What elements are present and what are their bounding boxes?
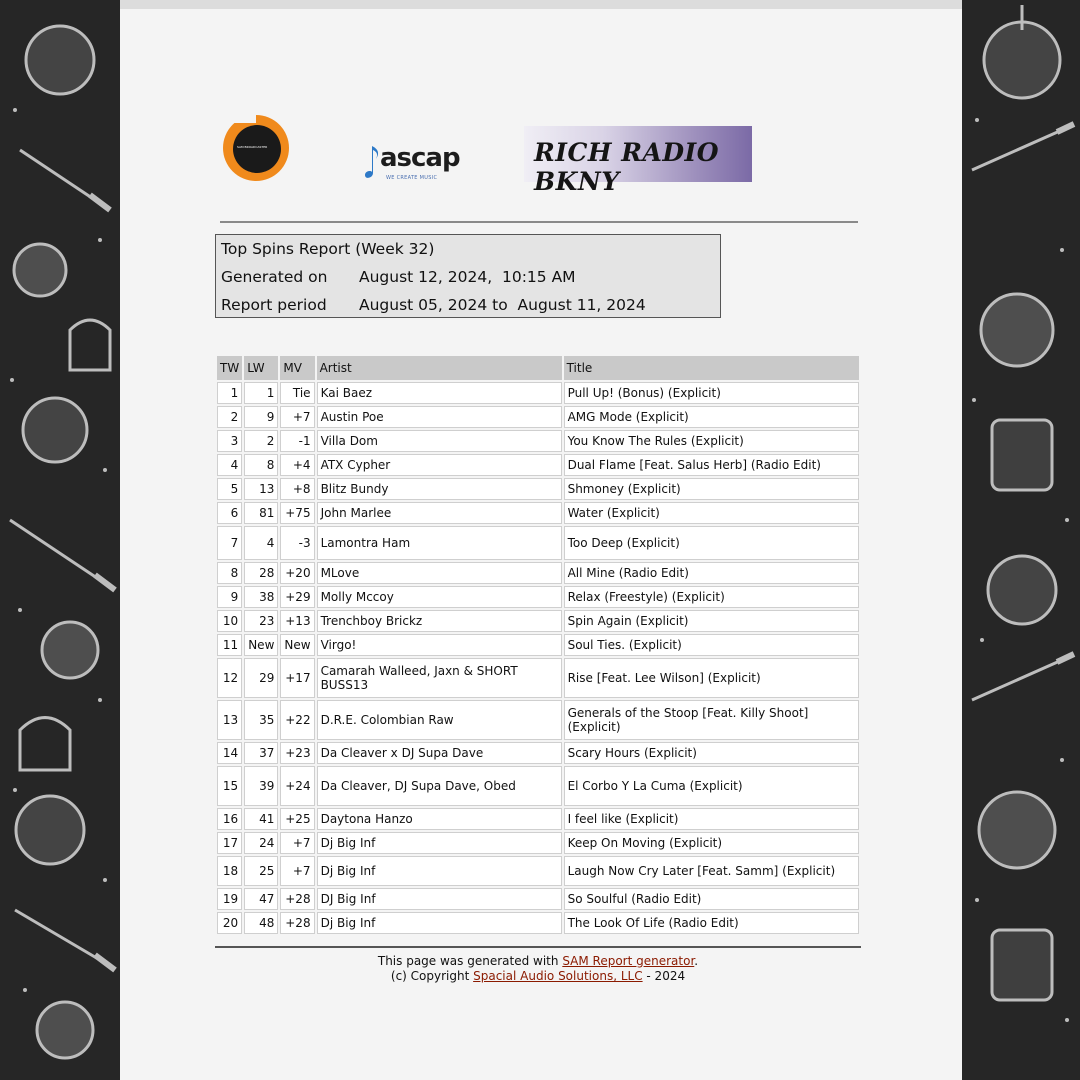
cell-tw: 18 [217, 856, 242, 886]
cell-tw: 9 [217, 586, 242, 608]
cell-title: You Know The Rules (Explicit) [564, 430, 859, 452]
table-row [217, 610, 859, 632]
cell-artist: Camarah Walleed, Jaxn & SHORT BUSS13 [317, 658, 562, 698]
sam-broadcaster-logo [221, 113, 291, 183]
cell-lw: New [244, 634, 278, 656]
cell-tw: 14 [217, 742, 242, 764]
generated-label: Generated on [221, 268, 328, 286]
cell-tw: 2 [217, 406, 242, 428]
table-row [217, 888, 859, 910]
table-row [217, 454, 859, 476]
top-divider [220, 221, 858, 223]
cell-tw: 19 [217, 888, 242, 910]
cell-lw: 28 [244, 562, 278, 584]
left-decorative-border [0, 0, 120, 1080]
cell-tw: 5 [217, 478, 242, 500]
cell-title: Water (Explicit) [564, 502, 859, 524]
cell-title: Spin Again (Explicit) [564, 610, 859, 632]
cell-artist: Molly Mccoy [317, 586, 562, 608]
cell-artist: Austin Poe [317, 406, 562, 428]
cell-mv: +75 [280, 502, 314, 524]
cell-mv: New [280, 634, 314, 656]
cell-artist: Dj Big Inf [317, 856, 562, 886]
cell-artist: Kai Baez [317, 382, 562, 404]
ascap-logo [364, 137, 464, 189]
cell-mv: +7 [280, 832, 314, 854]
cell-lw: 29 [244, 658, 278, 698]
cell-artist: MLove [317, 562, 562, 584]
cell-mv: +8 [280, 478, 314, 500]
kitchen-pattern-right [962, 0, 1080, 1080]
footer-period: . [694, 954, 699, 968]
period-row [221, 296, 646, 314]
table-row [217, 430, 859, 452]
cell-mv: -1 [280, 430, 314, 452]
table-row [217, 406, 859, 428]
table-row [217, 502, 859, 524]
table-row [217, 586, 859, 608]
cell-title: Shmoney (Explicit) [564, 478, 859, 500]
right-decorative-border [962, 0, 1080, 1080]
cell-artist: ATX Cypher [317, 454, 562, 476]
footer-year: - 2024 [642, 969, 686, 983]
cell-title: Too Deep (Explicit) [564, 526, 859, 560]
cell-lw: 24 [244, 832, 278, 854]
cell-mv: +22 [280, 700, 314, 740]
cell-tw: 6 [217, 502, 242, 524]
footer-generated-text: This page was generated with [377, 954, 563, 968]
cell-tw: 12 [217, 658, 242, 698]
cell-artist: Dj Big Inf [317, 912, 562, 934]
table-row [217, 856, 859, 886]
rich-radio-logo-text: RICH RADIO BKNY [534, 138, 720, 196]
generated-value: August 12, 2024, 10:15 AM [359, 268, 576, 286]
cell-title: Laugh Now Cry Later [Feat. Samm] (Explicit) [564, 856, 859, 886]
header-mv: MV [280, 356, 314, 380]
table-row [217, 658, 859, 698]
cell-artist: DJ Big Inf [317, 888, 562, 910]
cell-artist: Blitz Bundy [317, 478, 562, 500]
cell-lw: 9 [244, 406, 278, 428]
cell-artist: Da Cleaver x DJ Supa Dave [317, 742, 562, 764]
cell-tw: 7 [217, 526, 242, 560]
cell-mv: +25 [280, 808, 314, 830]
cell-title: Dual Flame [Feat. Salus Herb] (Radio Edit) [564, 454, 859, 476]
cell-title: Keep On Moving (Explicit) [564, 832, 859, 854]
cell-artist: John Marlee [317, 502, 562, 524]
period-value: August 05, 2024 to August 11, 2024 [359, 296, 646, 314]
ascap-logo-text: ascap [380, 143, 460, 173]
cell-tw: 3 [217, 430, 242, 452]
cell-title: Relax (Freestyle) (Explicit) [564, 586, 859, 608]
generated-row [221, 268, 576, 286]
cell-lw: 48 [244, 912, 278, 934]
kitchen-pattern-left [0, 0, 120, 1080]
cell-artist: Dj Big Inf [317, 832, 562, 854]
cell-mv: Tie [280, 382, 314, 404]
bottom-divider [215, 946, 861, 948]
cell-artist: Da Cleaver, DJ Supa Dave, Obed [317, 766, 562, 806]
header-title: Title [564, 356, 859, 380]
report-info-box [215, 234, 721, 318]
cell-lw: 81 [244, 502, 278, 524]
cell-mv: +7 [280, 406, 314, 428]
cell-tw: 11 [217, 634, 242, 656]
cell-title: Pull Up! (Bonus) (Explicit) [564, 382, 859, 404]
table-row [217, 700, 859, 740]
cell-artist: Villa Dom [317, 430, 562, 452]
cell-mv: +20 [280, 562, 314, 584]
footer-line-generated [215, 954, 861, 969]
table-body [217, 382, 859, 934]
ascap-tagline: WE CREATE MUSIC [386, 175, 438, 181]
sam-report-generator-link[interactable]: SAM Report generator [562, 954, 695, 968]
cell-title: I feel like (Explicit) [564, 808, 859, 830]
cell-lw: 8 [244, 454, 278, 476]
cell-artist: Lamontra Ham [317, 526, 562, 560]
cell-title: All Mine (Radio Edit) [564, 562, 859, 584]
period-label: Report period [221, 296, 327, 314]
table-row [217, 742, 859, 764]
cell-title: The Look Of Life (Radio Edit) [564, 912, 859, 934]
report-title: Top Spins Report (Week 32) [221, 240, 435, 258]
cell-lw: 23 [244, 610, 278, 632]
cell-lw: 41 [244, 808, 278, 830]
header-artist: Artist [317, 356, 562, 380]
cell-title: Scary Hours (Explicit) [564, 742, 859, 764]
table-row [217, 766, 859, 806]
cell-lw: 4 [244, 526, 278, 560]
cell-tw: 10 [217, 610, 242, 632]
footer-line-copyright [215, 969, 861, 984]
sam-logo-text: SAM BROADCASTER [237, 145, 268, 149]
cell-lw: 13 [244, 478, 278, 500]
cell-tw: 15 [217, 766, 242, 806]
top-spins-table [215, 354, 861, 936]
cell-lw: 37 [244, 742, 278, 764]
table-row [217, 562, 859, 584]
report-page [120, 0, 962, 1080]
cell-mv: +7 [280, 856, 314, 886]
table-row [217, 808, 859, 830]
cell-artist: Trenchboy Brickz [317, 610, 562, 632]
cell-title: Soul Ties. (Explicit) [564, 634, 859, 656]
table-header-row [217, 356, 859, 380]
spacial-audio-link[interactable]: Spacial Audio Solutions, LLC [473, 969, 643, 983]
table-row [217, 526, 859, 560]
cell-artist: Virgo! [317, 634, 562, 656]
cell-title: El Corbo Y La Cuma (Explicit) [564, 766, 859, 806]
cell-title: Generals of the Stoop [Feat. Killy Shoot] (Explicit) [564, 700, 859, 740]
cell-mv: +29 [280, 586, 314, 608]
footer-copyright-text: (c) Copyright [390, 969, 474, 983]
table-row [217, 382, 859, 404]
cell-lw: 35 [244, 700, 278, 740]
cell-title: So Soulful (Radio Edit) [564, 888, 859, 910]
cell-lw: 25 [244, 856, 278, 886]
cell-lw: 47 [244, 888, 278, 910]
cell-tw: 17 [217, 832, 242, 854]
cell-artist: Daytona Hanzo [317, 808, 562, 830]
cell-mv: +13 [280, 610, 314, 632]
cell-tw: 8 [217, 562, 242, 584]
page-footer [215, 954, 861, 984]
cell-lw: 38 [244, 586, 278, 608]
table-row [217, 478, 859, 500]
cell-mv: +24 [280, 766, 314, 806]
table-row [217, 832, 859, 854]
cell-tw: 1 [217, 382, 242, 404]
table-row [217, 634, 859, 656]
cell-mv: +17 [280, 658, 314, 698]
cell-title: AMG Mode (Explicit) [564, 406, 859, 428]
rich-radio-bkny-logo [524, 126, 752, 196]
cell-tw: 20 [217, 912, 242, 934]
cell-artist: D.R.E. Colombian Raw [317, 700, 562, 740]
cell-mv: +28 [280, 888, 314, 910]
cell-mv: +23 [280, 742, 314, 764]
header-lw: LW [244, 356, 278, 380]
cell-mv: +28 [280, 912, 314, 934]
cell-mv: -3 [280, 526, 314, 560]
cell-tw: 4 [217, 454, 242, 476]
cell-lw: 39 [244, 766, 278, 806]
cell-title: Rise [Feat. Lee Wilson] (Explicit) [564, 658, 859, 698]
header-tw: TW [217, 356, 242, 380]
cell-lw: 2 [244, 430, 278, 452]
table-row [217, 912, 859, 934]
cell-tw: 13 [217, 700, 242, 740]
cell-tw: 16 [217, 808, 242, 830]
cell-mv: +4 [280, 454, 314, 476]
cell-lw: 1 [244, 382, 278, 404]
